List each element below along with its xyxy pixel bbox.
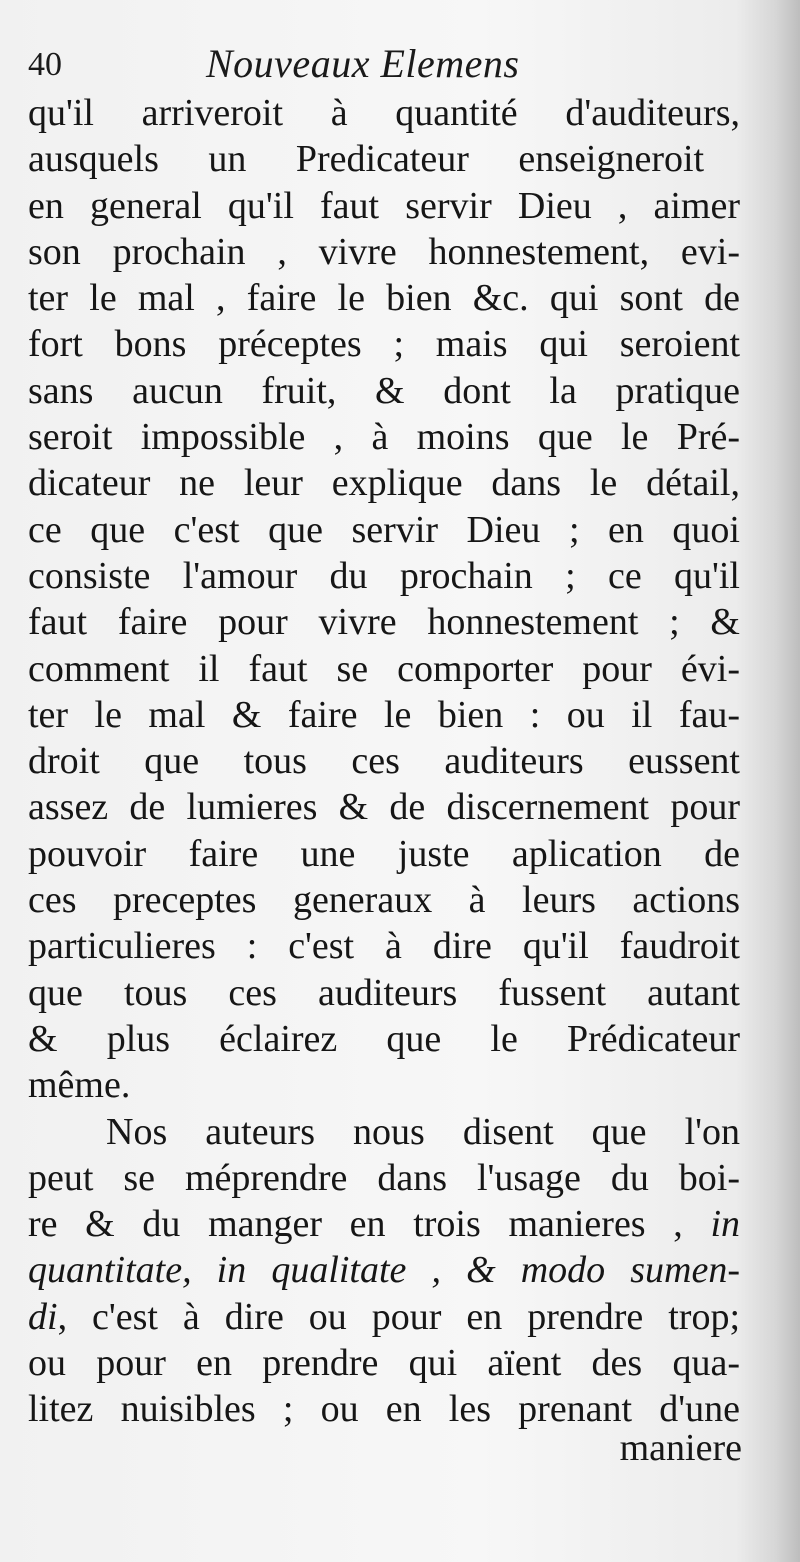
text-line: [28, 1201, 740, 1247]
text-segment: que tous ces auditeurs fussent autant: [28, 971, 740, 1014]
italic-segment: di: [28, 1295, 58, 1338]
text-line: [28, 414, 740, 460]
text-line: [28, 553, 740, 599]
text-segment: même.: [28, 1064, 131, 1107]
catchword: maniere: [619, 1427, 742, 1469]
text-line: [28, 1062, 740, 1108]
text-line: [28, 1155, 740, 1201]
text-line: [28, 1340, 740, 1386]
text-segment: dicateur ne leur explique dans le détail,: [28, 462, 740, 505]
running-title: Nouveaux Elemens: [206, 41, 520, 86]
text-segment: ou pour en prendre qui aïent des qua-: [28, 1342, 740, 1385]
text-line: [28, 970, 740, 1016]
text-line: [28, 646, 740, 692]
text-line: [28, 831, 740, 877]
text-segment: fort bons préceptes ; mais qui seroient: [28, 323, 740, 366]
page-header: [28, 40, 728, 90]
text-line: [28, 136, 740, 182]
text-segment: comment il faut se comporter pour évi-: [28, 647, 740, 690]
text-segment: litez nuisibles ; ou en les prenant d'une: [28, 1388, 740, 1431]
text-segment: consiste l'amour du prochain ; ce qu'il: [28, 554, 740, 597]
text-line: [28, 599, 740, 645]
text-line: [28, 1109, 740, 1155]
text-line: [28, 507, 740, 553]
text-line: [28, 1247, 740, 1293]
text-line: [28, 229, 740, 275]
text-line: [28, 784, 740, 830]
text-segment: droit que tous ces auditeurs eussent: [28, 740, 740, 783]
text-segment: Nos auteurs nous disent que l'on: [106, 1110, 740, 1153]
text-line: [28, 460, 740, 506]
text-line: [28, 738, 740, 784]
italic-segment: in: [710, 1203, 740, 1246]
text-line: [28, 1016, 740, 1062]
text-segment: ter le mal , faire le bien &c. qui sont de: [28, 277, 740, 320]
text-segment: , c'est à dire ou pour en prendre trop;: [57, 1295, 740, 1338]
text-line: [28, 368, 740, 414]
page-number: 40: [28, 46, 62, 83]
text-segment: son prochain , vivre honnestement, evi-: [28, 230, 740, 273]
text-segment: ausquels un Predicateur enseigneroit: [28, 138, 705, 181]
text-segment: pouvoir faire une juste aplication de: [28, 832, 740, 875]
body-text: [28, 90, 740, 1433]
text-segment: ce que c'est que servir Dieu ; en quoi: [28, 508, 740, 551]
text-line: [28, 1294, 740, 1340]
text-line: [28, 90, 740, 136]
text-segment: qu'il arriveroit à quantité d'auditeurs,: [28, 92, 740, 134]
text-line: [28, 923, 740, 969]
text-line: [28, 877, 740, 923]
text-segment: faut faire pour vivre honnestement ; &: [28, 601, 740, 644]
text-segment: peut se méprendre dans l'usage du boi-: [28, 1156, 740, 1199]
italic-segment: quantitate, in qualitate , & modo sumen-: [28, 1249, 740, 1292]
text-segment: seroit impossible , à moins que le Pré-: [28, 416, 740, 459]
text-line: [28, 183, 740, 229]
text-segment: assez de lumieres & de discernement pour: [28, 786, 740, 829]
text-segment: sans aucun fruit, & dont la pratique: [28, 369, 740, 412]
text-segment: en general qu'il faut servir Dieu , aimer: [28, 184, 740, 227]
text-segment: re & du manger en trois manieres ,: [28, 1203, 711, 1246]
text-line: [28, 275, 740, 321]
text-segment: particulieres : c'est à dire qu'il faudroit: [28, 925, 740, 968]
text-line: [28, 692, 740, 738]
text-line: [28, 321, 740, 367]
text-segment: ter le mal & faire le bien : ou il fau-: [28, 693, 740, 736]
text-segment: & plus éclairez que le Prédicateur: [28, 1017, 740, 1060]
text-segment: ces preceptes generaux à leurs actions: [28, 879, 740, 922]
